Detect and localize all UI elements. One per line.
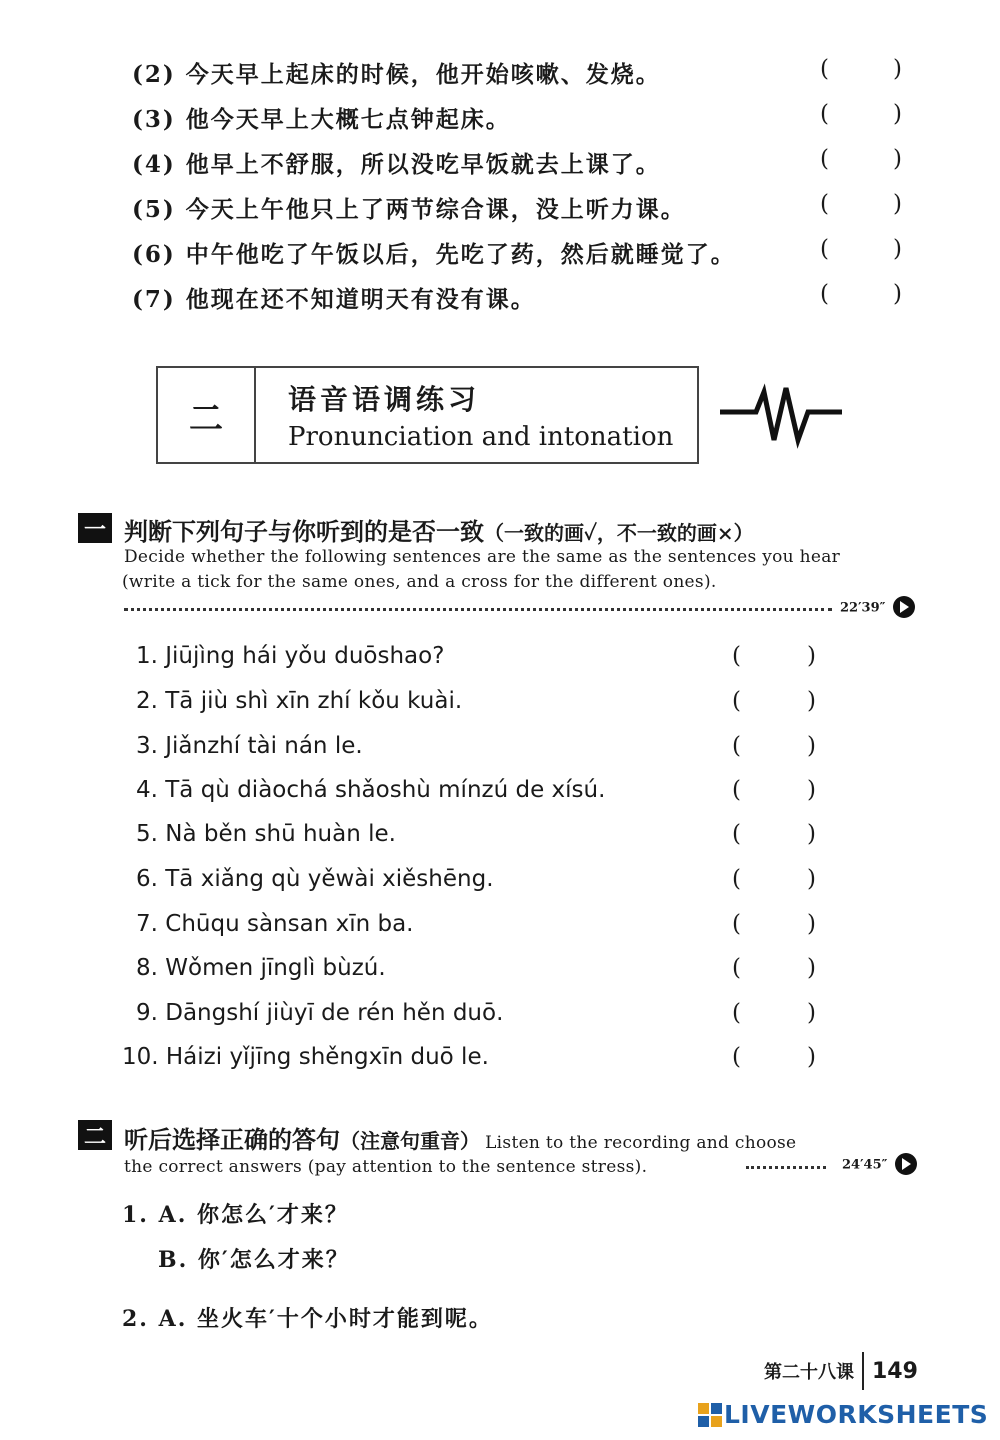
exercise-title: 听后选择正确的答句（注意句重音） Listen to the recording and choose (124, 1125, 797, 1154)
statement-text: (6) 中午他吃了午饭以后，先吃了药，然后就睡觉了。 (132, 241, 736, 268)
answer-blank[interactable]: ( ) (732, 643, 816, 669)
section-number: 二 (158, 368, 256, 462)
section-title-en: Pronunciation and intonation (288, 422, 674, 452)
brand-text: LIVEWORKSHEETS (724, 1400, 989, 1429)
list-item (120, 733, 840, 773)
dotted-leader (124, 608, 832, 611)
audio-timestamp: 24′45″ (842, 1153, 917, 1175)
answer-blank[interactable]: ( ) (732, 955, 816, 981)
answer-blank[interactable]: ( ) (820, 56, 902, 82)
list-item (120, 1044, 840, 1084)
list-item (120, 821, 840, 861)
pinyin-sentence: 1. Jiūjìng hái yǒu duōshao? (136, 643, 445, 669)
lesson-label: 第二十八课 (764, 1362, 854, 1383)
list-item (120, 688, 840, 728)
answer-blank[interactable]: ( ) (820, 146, 902, 172)
statement-text: (3) 他今天早上大概七点钟起床。 (132, 106, 511, 133)
statement-item (132, 236, 912, 276)
pinyin-sentence: 8. Wǒmen jīnglì bùzú. (136, 955, 386, 981)
statement-item (132, 281, 912, 321)
audio-timestamp: 22′39″ (840, 596, 915, 618)
answer-blank[interactable]: ( ) (732, 1044, 816, 1070)
pinyin-sentence: 10. Háizi yǐjīng shěngxīn duō le. (122, 1044, 489, 1070)
play-icon[interactable] (895, 1153, 917, 1175)
section-titles (256, 368, 673, 462)
list-item (120, 866, 840, 906)
answer-blank[interactable]: ( ) (732, 733, 816, 759)
list-item (120, 777, 840, 817)
pinyin-sentence: 3. Jiǎnzhí tài nán le. (136, 733, 363, 759)
pinyin-sentence: 9. Dāngshí jiùyī de rén hěn duō. (136, 1000, 504, 1026)
answer-choice[interactable]: 1. A. 你怎么′才来？ (122, 1202, 349, 1228)
statement-text: (2) 今天早上起床的时候，他开始咳嗽、发烧。 (132, 61, 661, 88)
answer-blank[interactable]: ( ) (820, 281, 902, 307)
page-number: 149 (872, 1358, 918, 1384)
pinyin-sentence: 4. Tā qù diàochá shǎoshù mínzú de xísú. (136, 777, 606, 803)
answer-blank[interactable]: ( ) (732, 866, 816, 892)
list-item (120, 643, 840, 683)
waveform-icon (716, 380, 846, 450)
section-heading-box (156, 366, 699, 464)
exercise-title: 判断下列句子与你听到的是否一致（一致的画✓，不一致的画×） (124, 517, 754, 546)
page-footer (764, 1352, 918, 1390)
statement-text: (7) 他现在还不知道明天有没有课。 (132, 286, 536, 313)
answer-blank[interactable]: ( ) (732, 688, 816, 714)
statement-text: (4) 他早上不舒服，所以没吃早饭就去上课了。 (132, 151, 661, 178)
answer-choice[interactable]: B. 你′怎么才来？ (158, 1247, 350, 1273)
answer-blank[interactable]: ( ) (732, 1000, 816, 1026)
answer-blank[interactable]: ( ) (820, 236, 902, 262)
pinyin-sentence: 6. Tā xiǎng qù yěwài xiěshēng. (136, 866, 494, 892)
statement-item (132, 191, 912, 231)
statement-item (132, 146, 912, 186)
exercise-instruction: the correct answers (pay attention to the sentence stress). (124, 1157, 648, 1177)
answer-blank[interactable]: ( ) (732, 777, 816, 803)
section-title-zh: 语音语调练习 (288, 383, 481, 416)
dotted-leader (746, 1166, 826, 1169)
pinyin-sentence: 5. Nà běn shū huàn le. (136, 821, 396, 847)
answer-blank[interactable]: ( ) (732, 911, 816, 937)
brand-icon (698, 1403, 722, 1427)
exercise-instruction: (write a tick for the same ones, and a cross for the different ones). (122, 572, 717, 592)
footer-divider (862, 1352, 864, 1390)
exercise-marker: 二 (78, 1120, 112, 1150)
answer-blank[interactable]: ( ) (820, 101, 902, 127)
statement-item (132, 56, 912, 96)
exercise-instruction: Decide whether the following sentences are the same as the sentences you hear (124, 547, 841, 567)
list-item (120, 911, 840, 951)
statement-text: (5) 今天上午他只上了两节综合课，没上听力课。 (132, 196, 686, 223)
answer-blank[interactable]: ( ) (820, 191, 902, 217)
play-icon[interactable] (893, 596, 915, 618)
pinyin-sentence: 2. Tā jiù shì xīn zhí kǒu kuài. (136, 688, 463, 714)
exercise-marker: 一 (78, 513, 112, 543)
liveworksheets-logo[interactable] (698, 1400, 988, 1429)
pinyin-sentence: 7. Chūqu sànsan xīn ba. (136, 911, 414, 937)
statement-item (132, 101, 912, 141)
list-item (120, 1000, 840, 1040)
answer-choice[interactable]: 2. A. 坐火车′十个小时才能到呢。 (122, 1306, 493, 1332)
answer-blank[interactable]: ( ) (732, 821, 816, 847)
list-item (120, 955, 840, 995)
